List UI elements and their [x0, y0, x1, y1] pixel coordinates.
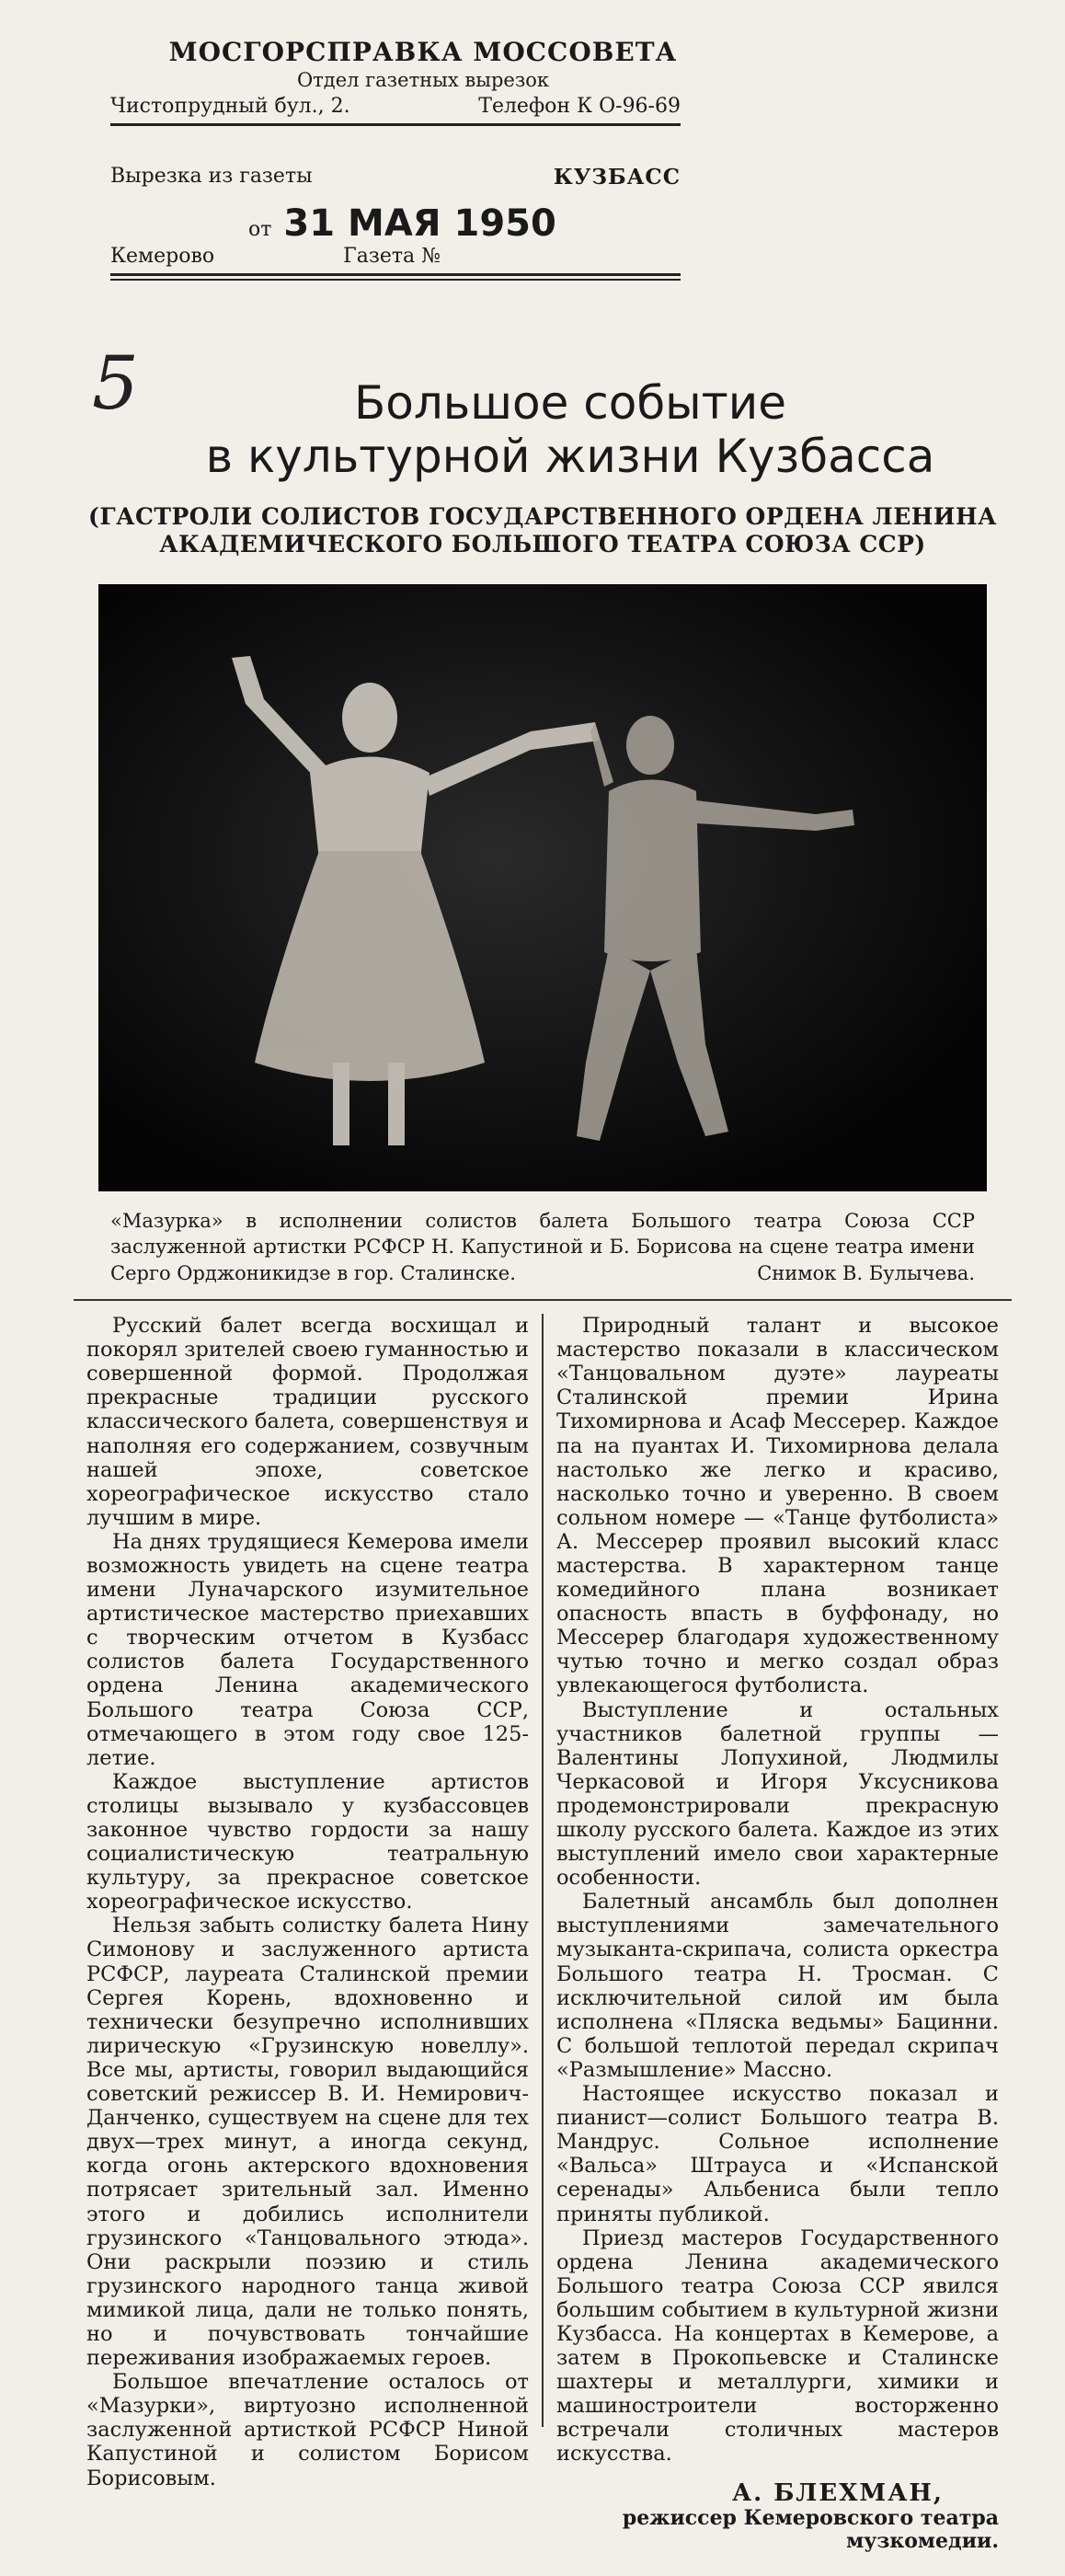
mazurka-dancers-image: [98, 584, 987, 1191]
clip-date: 31 МАЯ 1950: [283, 202, 556, 245]
photo-caption: [110, 1208, 975, 1286]
title-line-2: в культурной жизни Кузбасса: [205, 429, 935, 483]
paragraph: Нельзя забыть солистку балета Нину Симонову и заслуженного артиста РСФСР, лауреата Сталинской премии Сергея Корень, вдохновенно и технически безупречно исполнивших лирическую «Грузинскую новеллу». Все мы, артисты, говорил выдающийся советский режиссер В. И. Немирович-Данченко, существуем на сцене для тех двух—трех минут, а иногда секунд, когда огонь актерского вдохновения потрясает зрительный зал. Именно этого и добились исполнители грузинского «Танцовального этюда». Они раскрыли поэзию и стиль грузинского народного танца живой мимикой лица, дали не только понять, но и почувствовать тончайшие переживания изображаемых героев.: [86, 1914, 529, 2371]
column-right: [544, 1314, 1012, 2554]
handwritten-number: 5: [92, 340, 139, 426]
paragraph: Каждое выступление артистов столицы вызывало у кузбассовцев законное чувство гордости за нашу социалистическую театральную культуру, за прекрасное советское хореографическое искусство.: [86, 1769, 529, 1915]
paragraph: Балетный ансамбль был дополнен выступлениями замечательного музыканта-скрипача, солиста оркестра Большого театра Н. Тросман. С исключительной силой им была исполнена «Пляска ведьмы» Бацинни. С большой теплотой передал скрипач «Размышление» Массно.: [556, 1890, 999, 2082]
photo-credit: Снимок В. Булычева.: [757, 1261, 975, 1284]
title-line-1: Большое событие: [353, 376, 787, 430]
author-name: А. БЛЕХМАН,: [731, 2478, 944, 2507]
org-name: МОСГОРСПРАВКА МОССОВЕТА: [168, 37, 678, 67]
phone: Телефон К О-96-69: [478, 95, 681, 118]
author-role: режиссер Кемеровского театра музкомедии.: [622, 2505, 999, 2554]
article-subtitle: [74, 503, 1012, 558]
dept-name: Отдел газетных вырезок: [296, 69, 550, 91]
clip-label: Вырезка из газеты: [110, 165, 313, 188]
author-signature: [556, 2479, 999, 2554]
address: Чистопрудный бул., 2.: [110, 95, 350, 118]
newspaper-name: КУЗБАСС: [553, 165, 681, 190]
paragraph: Приезд мастеров Государственного ордена Ленина академического Большого театра Союза ССР явился большим событием в культурной жизни Кузбасса. На концертах в Кемерове, а затем в Прокопьевске и Сталинске шахтеры и металлурги, химики и машиностроители восторженно встречали столичных мастеров искусства.: [556, 2225, 999, 2467]
paragraph: Настоящее искусство показал и пианист—солист Большого театра В. Мандрус. Сольное исполнение «Вальса» Штрауса и «Испанской серенады» Альбениса были тепло приняты публикой.: [556, 2082, 999, 2226]
from-label: от: [248, 218, 272, 241]
article-body: [74, 1314, 1012, 2554]
column-left: [74, 1314, 542, 2490]
city: Кемерово: [110, 245, 215, 268]
subtitle-line-1: (ГАСТРОЛИ СОЛИСТОВ ГОСУДАРСТВЕННОГО ОРДЕНА ЛЕНИНА: [88, 503, 997, 530]
paragraph: Выступление и остальных участников балетной группы — Валентины Лопухиной, Людмилы Черкасовой и Игоря Уксусникова продемонстрировали прекрасную школу русского балета. Каждое из этих выступлений имело свои характерные особенности.: [556, 1697, 999, 1891]
clipping-service-header: [110, 37, 681, 281]
newspaper-clipping: [74, 331, 1012, 2558]
paragraph: Русский балет всегда восхищал и покорял зрителей своею гуманностью и совершенной формой. Продолжая прекрасные традиции русского классического балета, совершенствуя и наполняя его содержанием, созвучным нашей эпохе, советское хореографическое искусство стало лучшим в мире.: [86, 1314, 529, 1530]
subtitle-line-2: АКАДЕМИЧЕСКОГО БОЛЬШОГО ТЕАТРА СОЮЗА ССР): [159, 531, 926, 558]
paragraph: Природный талант и высокое мастерство показали в классическом «Танцовальном дуэте» лауреаты Сталинской премии Ирина Тихомирнова и Асаф Мессерер. Каждое па на пуантах И. Тихомирнова делала настолько же легко и красиво, насколько точно и уверенно. В своем сольном номере — «Танце футболиста» А. Мессерер проявил высокий класс мастерства. В характерном танце комедийного плана возникает опасность впасть в буффонаду, но Мессерер благодаря художественному чутью точно и мегко создал образ увлекающегося футболиста.: [556, 1314, 999, 1698]
article-title: [74, 377, 1012, 483]
paragraph: На днях трудящиеся Кемерова имели возможность увидеть на сцене театра имени Луначарского изумительное артистическое мастерство приехавших с творческим отчетом в Кузбасс солистов балета Государственного ордена Ленина академического Большого театра Союза ССР, отмечающего в этом году свое 125-летие.: [86, 1529, 529, 1770]
ballet-photo: [98, 584, 987, 1191]
gazeta-number-label: Газета №: [343, 245, 441, 268]
caption-text: «Мазурка» в исполнении солистов балета Большого театра Союза ССР заслуженной артистки РСФСР Н. Капустиной и Б. Борисова на сцене театра имени Серго Орджоникидзе в гор. Сталинске.: [110, 1210, 975, 1284]
paragraph: Большое впечатление осталось от «Мазурки», виртуозно исполненной заслуженной артисткой РСФСР Ниной Капустиной и солистом Борисом Борисовым.: [86, 2370, 529, 2490]
